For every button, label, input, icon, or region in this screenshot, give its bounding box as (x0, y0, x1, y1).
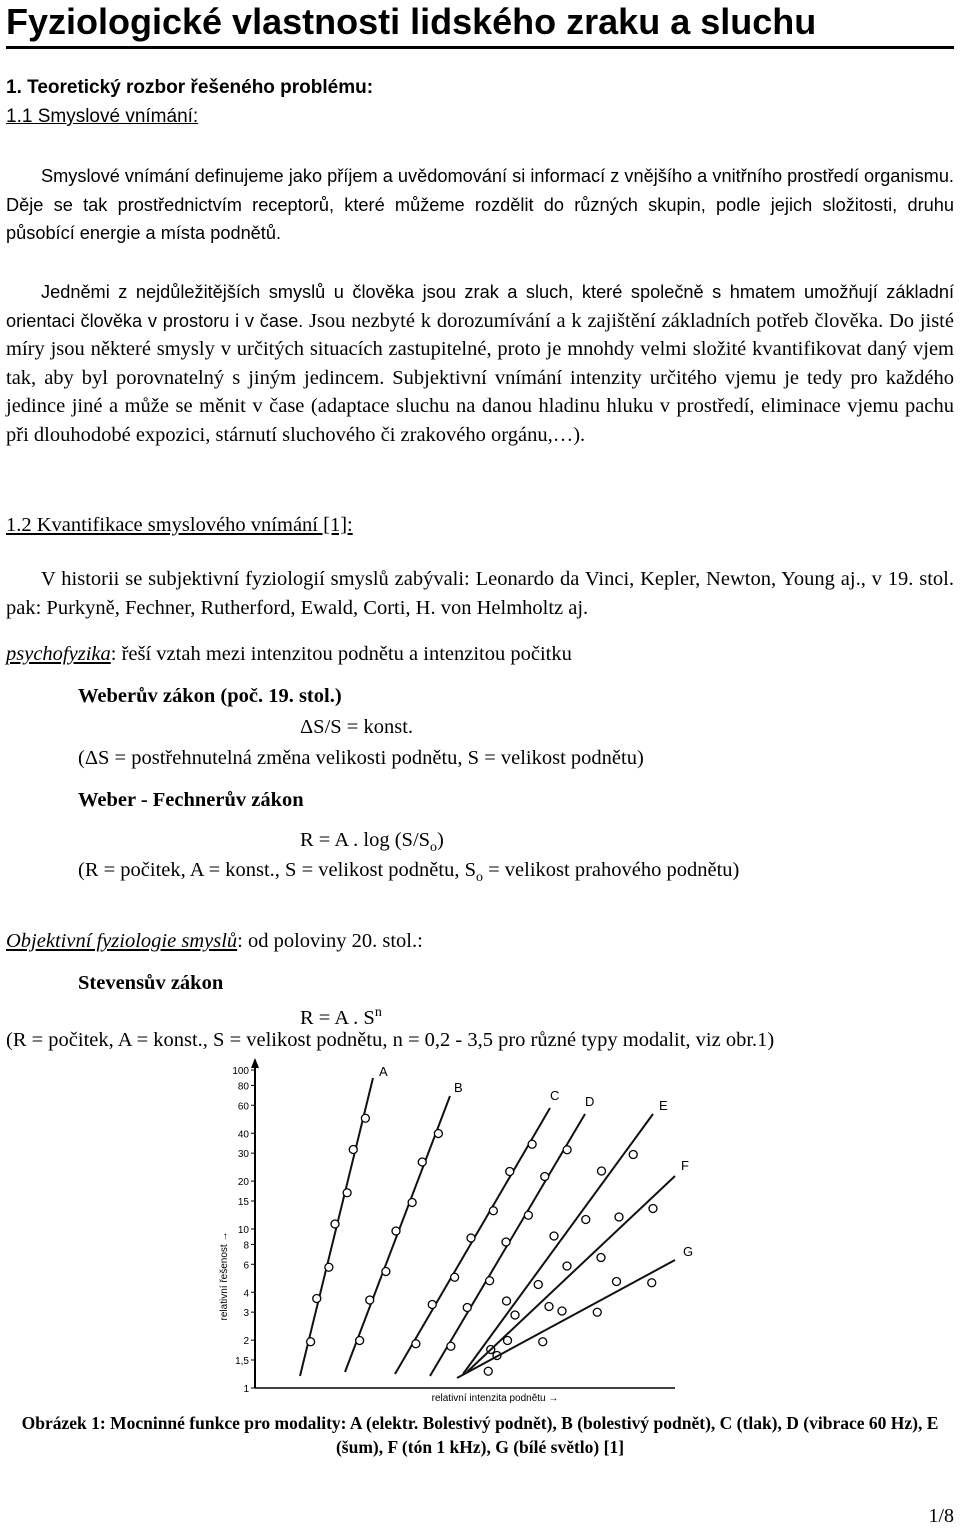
data-point-B (392, 1227, 400, 1235)
data-point-G (504, 1337, 512, 1345)
series-label-E: E (659, 1098, 668, 1113)
y-tick-label: 1,5 (235, 1356, 249, 1368)
para2-part-d: Subjektivní vnímání intenzity určitého vjemu je tedy pro každého jedince jiné a může se měnit v čase (adaptace sluchu na danou hladinu hluku v prostředí, eliminace vjemu pachu při dlouhodobé expozici, stárnutí sluchového či zrakového orgánu,…). (6, 366, 954, 446)
subsection-heading: 1.1 Smyslové vnímání: (6, 106, 199, 127)
page-number: 1/8 (928, 1505, 954, 1527)
wf-expl-rest: = velikost prahového podnětu) (483, 859, 740, 881)
weber-law-formula: ΔS/S = konst. (300, 716, 414, 738)
y-tick-label: 8 (243, 1240, 249, 1252)
data-point-C (451, 1273, 459, 1281)
wf-formula-close: ) (437, 829, 444, 851)
data-point-A (313, 1295, 321, 1303)
data-point-A (331, 1220, 339, 1228)
data-point-D (502, 1238, 510, 1246)
data-point-D (563, 1146, 571, 1154)
data-point-C (489, 1207, 497, 1215)
y-tick-label: 20 (237, 1177, 249, 1189)
data-point-B (408, 1199, 416, 1207)
data-point-D (486, 1277, 494, 1285)
data-point-C (412, 1340, 420, 1348)
y-tick-label: 10 (237, 1225, 249, 1236)
wf-formula-main: R = A . log (S/S (300, 829, 431, 851)
paragraph-senses-text: Smyslové vnímání definujeme jako příjem a uvědomování si informací z vnějšího a vnitřního prostředí organismu. Děje se tak prostřednictvím receptorů, které můžeme rozdělit do různých skupin, podle jejich složitosti, druhu působící energie a místa podnětů. (6, 166, 954, 243)
objective-physiology-line (6, 928, 423, 954)
data-point-F (563, 1262, 571, 1270)
data-point-A (325, 1263, 333, 1271)
y-tick-label: 40 (237, 1129, 249, 1141)
y-tick-label: 30 (237, 1149, 249, 1161)
stevens-law-explanation: (R = počitek, A = konst., S = velikost podnětu, n = 0,2 - 3,5 pro různé typy modalit, viz obr.1) (6, 1029, 775, 1051)
data-point-E (550, 1232, 558, 1240)
para2-part-c: Do jisté míry jsou některé smysly v určitých situacích zastupitelné, proto je mnohdy velmi složité kvantifikovat daný vjem tak, aby byl porovnatelný s jiným jedincem. (6, 309, 954, 389)
data-point-C (428, 1301, 436, 1309)
y-tick-label: 60 (237, 1101, 249, 1113)
data-point-F (511, 1311, 519, 1319)
series-label-G: G (683, 1244, 694, 1259)
data-point-G (539, 1338, 547, 1346)
paragraph-sight-hearing (6, 278, 954, 449)
y-axis-label: relativní řešenost → (219, 1231, 230, 1321)
weber-fechner-explanation (78, 857, 739, 891)
data-point-D (447, 1342, 455, 1350)
wf-formula-sub: o (430, 840, 438, 856)
data-point-G (558, 1307, 566, 1315)
weber-fechner-formula (300, 827, 444, 861)
paragraph-senses (6, 162, 954, 248)
data-point-D (524, 1211, 532, 1219)
stevens-formula-sup: n (374, 1005, 382, 1020)
data-point-E (534, 1281, 542, 1289)
data-point-E (598, 1167, 606, 1175)
data-point-B (366, 1296, 374, 1304)
data-point-G (613, 1278, 621, 1286)
psychophysics-line (6, 641, 572, 667)
weber-law-title: Weberův zákon (poč. 19. stol.) (78, 685, 342, 707)
data-point-G (484, 1367, 492, 1375)
y-tick-label: 80 (237, 1081, 249, 1093)
objective-physiology-term: Objektivní fyziologie smyslů (6, 930, 238, 952)
para2-part-b: Jsou nezbyté k dorozumívání a k zajištění základních potřeb člověka. (308, 309, 884, 332)
data-point-B (418, 1158, 426, 1166)
para2-part-a: Jedněmi z nejdůležitějších smyslů u člověka jsou zrak a sluch, které společně s hmatem umožňují základní orientaci člověka v prostoru i v čase. (6, 282, 954, 331)
weber-law-explanation: (ΔS = postřehnutelná změna velikosti podnětu, S = velikost podnětu) (78, 747, 644, 769)
series-label-D: D (585, 1094, 595, 1109)
series-label-C: C (550, 1088, 560, 1103)
wf-expl-main: (R = počitek, A = konst., S = velikost podnětu, S (78, 859, 476, 881)
series-label-F: F (681, 1158, 689, 1173)
psychophysics-definition: : řeší vztah mezi intenzitou podnětu a intenzitou počitku (110, 643, 572, 665)
series-label-B: B (454, 1080, 463, 1095)
data-point-F (615, 1213, 623, 1221)
y-tick-label: 4 (243, 1288, 249, 1300)
y-axis-arrow (251, 1058, 259, 1068)
data-point-C (467, 1234, 475, 1242)
data-point-G (593, 1308, 601, 1316)
y-tick-label: 2 (243, 1336, 249, 1348)
section-heading: 1. Teoretický rozbor řešeného problému: (6, 77, 374, 98)
y-tick-label: 1 (243, 1384, 249, 1395)
data-point-C (528, 1140, 536, 1148)
data-point-A (343, 1189, 351, 1197)
data-point-G (648, 1279, 656, 1287)
y-tick-label: 100 (232, 1066, 249, 1077)
series-line-F (467, 1176, 675, 1372)
subsection-heading-quantification: 1.2 Kvantifikace smyslového vnímání [1]: (6, 514, 353, 536)
series-label-A: A (379, 1064, 388, 1079)
wf-expl-sub: o (476, 870, 483, 886)
data-point-E (503, 1297, 511, 1305)
paragraph-history-text: V historii se subjektivní fyziologií smyslů zabývali: Leonardo da Vinci, Kepler, Newton, Young aj., v 19. stol. pak: Purkyně, Fechner, Rutherford, Ewald, Corti, H. von Helmholtz aj. (6, 568, 954, 619)
data-point-D (463, 1304, 471, 1312)
data-point-F (545, 1303, 553, 1311)
data-point-E (629, 1151, 637, 1159)
paragraph-history (6, 565, 954, 622)
power-functions-chart (205, 1056, 705, 1403)
y-tick-label: 6 (243, 1260, 249, 1272)
data-point-F (597, 1254, 605, 1262)
data-point-A (307, 1338, 315, 1346)
data-point-A (361, 1114, 369, 1122)
document-title: Fyziologické vlastnosti lidského zraku a sluchu (6, 0, 954, 49)
data-point-B (356, 1337, 364, 1345)
data-point-D (541, 1173, 549, 1181)
data-point-B (434, 1130, 442, 1138)
data-point-F (649, 1205, 657, 1213)
figure-caption: Obrázek 1: Mocninné funkce pro modality: A (elektr. Bolestivý podnět), B (bolestivý podnět), C (tlak), D (vibrace 60 Hz), E (šum), F (tón 1 kHz), G (bílé světlo) [1] (21, 1413, 939, 1457)
data-point-B (382, 1268, 390, 1276)
objective-physiology-rest: : od poloviny 20. stol.: (237, 930, 423, 952)
y-tick-label: 3 (243, 1308, 249, 1320)
x-axis-label: relativní intenzita podnětu → (431, 1393, 559, 1403)
stevens-formula-main: R = A . S (300, 1006, 375, 1029)
series-line-E (463, 1114, 653, 1374)
psychophysics-term: psychofyzika (6, 643, 111, 665)
data-point-A (349, 1146, 357, 1154)
data-point-C (506, 1168, 514, 1176)
stevens-law-title: Stevensův zákon (78, 972, 224, 994)
weber-fechner-title: Weber - Fechnerův zákon (78, 789, 304, 811)
y-tick-label: 15 (237, 1197, 249, 1209)
data-point-E (582, 1216, 590, 1224)
